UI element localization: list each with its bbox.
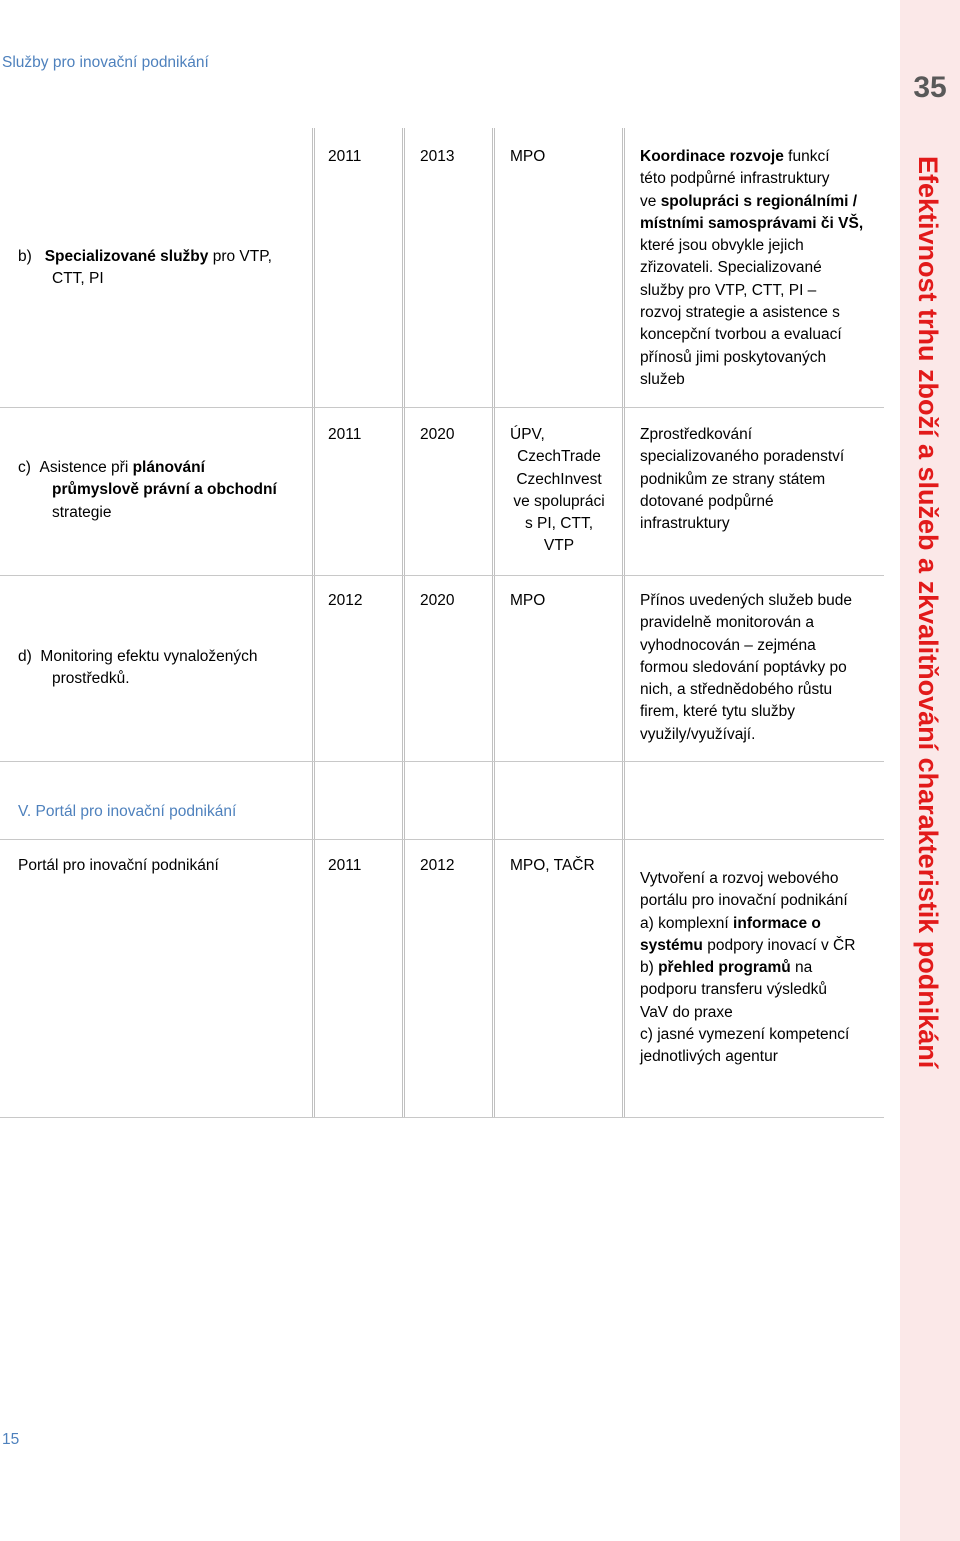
responsible: ÚPV, CzechTrade CzechInvest ve spolupráci s PI, CTT, VTP	[510, 426, 605, 555]
start-year: 2011	[328, 148, 362, 165]
row-description: Zprostředkování specializovaného poradenství podnikům ze strany státem dotované podpůrné infrastruktury	[640, 426, 845, 533]
table-divider	[402, 128, 405, 1118]
table-row: d) Monitoring efektu vynaložených prostředků.	[18, 648, 258, 688]
table-divider	[312, 128, 315, 1118]
row-label: b) Specializované služby pro VTP,	[18, 248, 272, 265]
table-row: b) Specializované služby pro VTP, CTT, PI	[18, 246, 308, 291]
row-description: Vytvoření a rozvoj webového portálu pro inovační podnikání a) komplexní informace o systému podpory inovací v ČR b) přehled programů na podporu transferu výsledků VaV do praxe c) jasné vymezení kompetencí jednotlivých agentur	[640, 870, 856, 1066]
running-header: Služby pro inovační podnikání	[2, 54, 209, 71]
table-row: c) Asistence při plánování průmyslově právní a obchodní strategie	[18, 459, 277, 521]
row-label: Portál pro inovační podnikání	[18, 857, 219, 874]
row-description: Přínos uvedených služeb bude pravidelně monitorován a vyhodnocován – zejména formou sledování poptávky po nich, a střednědobého růstu firem, které tytu služby využily/využívají.	[640, 592, 852, 743]
table-divider	[622, 128, 625, 1118]
row-separator	[0, 1117, 884, 1118]
row-separator	[0, 761, 884, 762]
table-divider	[492, 128, 495, 1118]
responsible: MPO, TAČR	[510, 857, 595, 874]
end-year: 2020	[420, 426, 455, 443]
start-year: 2012	[328, 592, 363, 609]
row-separator	[0, 407, 884, 408]
end-year: 2012	[420, 857, 455, 874]
row-separator	[0, 839, 884, 840]
row-separator	[0, 575, 884, 576]
end-year: 2013	[420, 148, 455, 165]
responsible: MPO	[510, 592, 546, 609]
end-year: 2020	[420, 592, 455, 609]
section-heading: V. Portál pro inovační podnikání	[18, 803, 237, 820]
row-description: Koordinace rozvoje funkcí této podpůrné infrastruktury ve spolupráci s regionálními / místními samosprávami či VŠ, které jsou obvykle jejich zřizovateli. Specializované služby pro VTP, CTT, PI – rozvoj strategie a asistence s koncepční tvorbou a evaluací přínosů jimi poskytovaných služeb	[640, 148, 864, 388]
chapter-number: 35	[913, 71, 947, 104]
chapter-title-vertical: Efektivnost trhu zboží a služeb a zkvalitňování charakteristik podnikání	[913, 156, 943, 1069]
start-year: 2011	[328, 426, 362, 443]
start-year: 2011	[328, 857, 362, 874]
page-number: 15	[2, 1431, 20, 1448]
responsible: MPO	[510, 148, 546, 165]
